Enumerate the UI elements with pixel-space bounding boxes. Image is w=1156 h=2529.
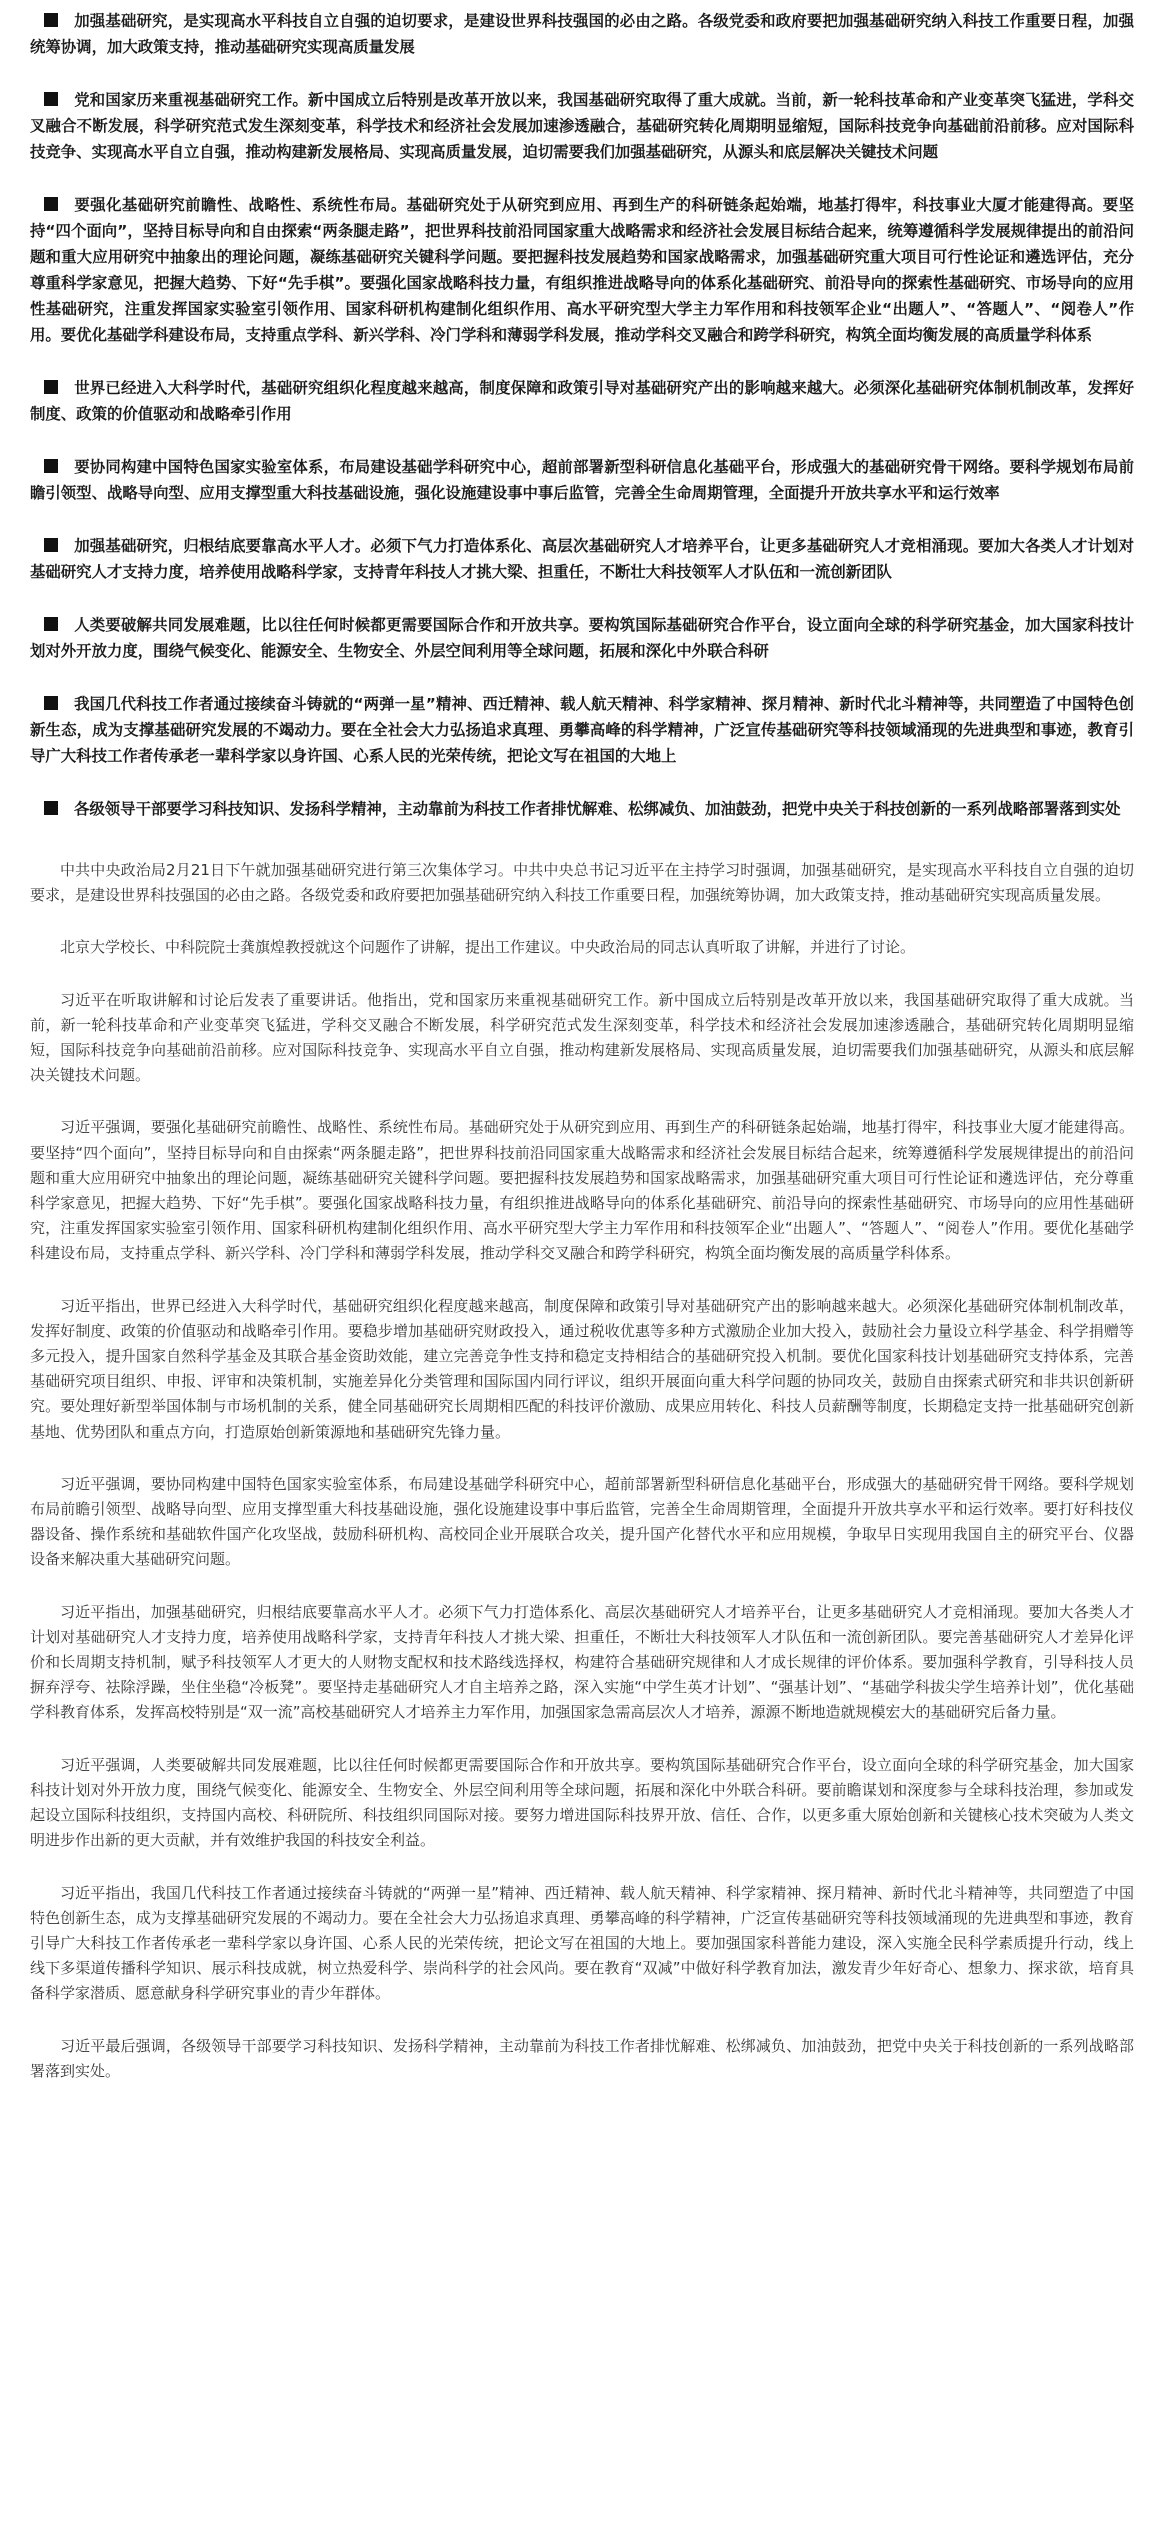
square-bullet-icon — [44, 538, 58, 552]
summary-text: 加强基础研究，是实现高水平科技自立自强的迫切要求，是建设世界科技强国的必由之路。各级党委和政府要把加强基础研究纳入科技工作重要日程，加强统筹协调，加大政策支持，推动基础研究实现高质量发展 — [30, 12, 1134, 56]
summary-item — [30, 192, 1134, 348]
summary-item — [30, 8, 1134, 60]
key-points-summary — [30, 8, 1134, 822]
article-paragraph: 北京大学校长、中科院院士龚旗煌教授就这个问题作了讲解，提出工作建议。中央政治局的同志认真听取了讲解，并进行了讨论。 — [60, 938, 916, 957]
summary-text: 加强基础研究，归根结底要靠高水平人才。必须下气力打造体系化、高层次基础研究人才培养平台，让更多基础研究人才竞相涌现。要加大各类人才计划对基础研究人才支持力度，培养使用战略科学家，支持青年科技人才挑大梁、担重任，不断壮大科技领军人才队伍和一流创新团队 — [30, 537, 1134, 581]
article-paragraph: 习近平指出，加强基础研究，归根结底要靠高水平人才。必须下气力打造体系化、高层次基础研究人才培养平台，让更多基础研究人才竞相涌现。要加大各类人才计划对基础研究人才支持力度，培养使用战略科学家，支持青年科技人才挑大梁、担重任，不断壮大科技领军人才队伍和一流创新团队。要完善基础研究人才差异化评价和长周期支持机制，赋予科技领军人才更大的人财物支配权和技术路线选择权，构建符合基础研究规律和人才成长规律的评价体系。要加强科学教育，引导科技人员摒弃浮夸、祛除浮躁，坐住坐稳“冷板凳”。要坚持走基础研究人才自主培养之路，深入实施“中学生英才计划”、“强基计划”、“基础学科拔尖学生培养计划”，优化基础学科教育体系，发挥高校特别是“双一流”高校基础研究人才培养主力军作用，加强国家急需高层次人才培养，源源不断地造就规模宏大的基础研究后备力量。 — [30, 1602, 1134, 1722]
article-body — [30, 858, 1134, 2084]
summary-item — [30, 612, 1134, 664]
article-paragraph: 习近平在听取讲解和讨论后发表了重要讲话。他指出，党和国家历来重视基础研究工作。新中国成立后特别是改革开放以来，我国基础研究取得了重大成就。当前，新一轮科技革命和产业变革突飞猛进，学科交叉融合不断发展，科学研究范式发生深刻变革，科学技术和经济社会发展加速渗透融合，基础研究转化周期明显缩短，国际科技竞争向基础前沿前移。应对国际科技竞争、实现高水平自立自强，推动构建新发展格局、实现高质量发展，迫切需要我们加强基础研究，从源头和底层解决关键技术问题。 — [30, 990, 1134, 1085]
square-bullet-icon — [44, 380, 58, 394]
summary-item — [30, 533, 1134, 585]
article-paragraph: 习近平强调，人类要破解共同发展难题，比以往任何时候都更需要国际合作和开放共享。要构筑国际基础研究合作平台，设立面向全球的科学研究基金，加大国家科技计划对外开放力度，围绕气候变化、能源安全、生物安全、外层空间利用等全球问题，拓展和深化中外联合科研。要前瞻谋划和深度参与全球科技治理，参加或发起设立国际科技组织，支持国内高校、科研院所、科技组织同国际对接。要努力增进国际科技界开放、信任、合作，以更多重大原始创新和关键核心技术突破为人类文明进步作出新的更大贡献，并有效维护我国的科技安全利益。 — [30, 1755, 1134, 1850]
square-bullet-icon — [44, 197, 58, 211]
article-paragraph: 习近平强调，要强化基础研究前瞻性、战略性、系统性布局。基础研究处于从研究到应用、再到生产的科研链条起始端，地基打得牢，科技事业大厦才能建得高。要坚持“四个面向”，坚持目标导向和自由探索“两条腿走路”，把世界科技前沿同国家重大战略需求和经济社会发展目标结合起来，统筹遵循科学发展规律提出的前沿问题和重大应用研究中抽象出的理论问题，凝练基础研究关键科学问题。要把握科技发展趋势和国家战略需求，加强基础研究重大项目可行性论证和遴选评估，充分尊重科学家意见，把握大趋势、下好“先手棋”。要强化国家战略科技力量，有组织推进战略导向的体系化基础研究、前沿导向的探索性基础研究、市场导向的应用性基础研究，注重发挥国家实验室引领作用、国家科研机构建制化组织作用、高水平研究型大学主力军作用和科技领军企业“出题人”、“答题人”、“阅卷人”作用。要优化基础学科建设布局，支持重点学科、新兴学科、冷门学科和薄弱学科发展，推动学科交叉融合和跨学科研究，构筑全面均衡发展的高质量学科体系。 — [30, 1118, 1134, 1263]
summary-text: 要强化基础研究前瞻性、战略性、系统性布局。基础研究处于从研究到应用、再到生产的科研链条起始端，地基打得牢，科技事业大厦才能建得高。要坚持“四个面向”，坚持目标导向和自由探索“两条腿走路”，把世界科技前沿同国家重大战略需求和经济社会发展目标结合起来，统筹遵循科学发展规律提出的前沿问题和重大应用研究中抽象出的理论问题，凝练基础研究关键科学问题。要把握科技发展趋势和国家战略需求，加强基础研究重大项目可行性论证和遴选评估，充分尊重科学家意见，把握大趋势、下好“先手棋”。要强化国家战略科技力量，有组织推进战略导向的体系化基础研究、前沿导向的探索性基础研究、市场导向的应用性基础研究，注重发挥国家实验室引领作用、国家科研机构建制化组织作用、高水平研究型大学主力军作用和科技领军企业“出题人”、“答题人”、“阅卷人”作用。要优化基础学科建设布局，支持重点学科、新兴学科、冷门学科和薄弱学科发展，推动学科交叉融合和跨学科研究，构筑全面均衡发展的高质量学科体系 — [30, 196, 1134, 344]
summary-text: 各级领导干部要学习科技知识、发扬科学精神，主动靠前为科技工作者排忧解难、松绑减负、加油鼓劲，把党中央关于科技创新的一系列战略部署落到实处 — [74, 800, 1121, 818]
summary-text: 我国几代科技工作者通过接续奋斗铸就的“两弹一星”精神、西迁精神、载人航天精神、科学家精神、探月精神、新时代北斗精神等，共同塑造了中国特色创新生态，成为支撑基础研究发展的不竭动力。要在全社会大力弘扬追求真理、勇攀高峰的科学精神，广泛宣传基础研究等科技领域涌现的先进典型和事迹，教育引导广大科技工作者传承老一辈科学家以身许国、心系人民的光荣传统，把论文写在祖国的大地上 — [30, 695, 1134, 765]
square-bullet-icon — [44, 801, 58, 815]
summary-item — [30, 87, 1134, 165]
article-paragraph: 习近平指出，世界已经进入大科学时代，基础研究组织化程度越来越高，制度保障和政策引导对基础研究产出的影响越来越大。必须深化基础研究体制机制改革，发挥好制度、政策的价值驱动和战略牵引作用。要稳步增加基础研究财政投入，通过税收优惠等多种方式激励企业加大投入，鼓励社会力量设立科学基金、科学捐赠等多元投入，提升国家自然科学基金及其联合基金资助效能，建立完善竞争性支持和稳定支持相结合的基础研究投入机制。要优化国家科技计划基础研究支持体系，完善基础研究项目组织、申报、评审和决策机制，实施差异化分类管理和国际国内同行评议，组织开展面向重大科学问题的协同攻关，鼓励自由探索式研究和非共识创新研究。要处理好新型举国体制与市场机制的关系，健全同基础研究长周期相匹配的科技评价激励、成果应用转化、科技人员薪酬等制度，长期稳定支持一批基础研究创新基地、优势团队和重点方向，打造原始创新策源地和基础研究先锋力量。 — [30, 1296, 1134, 1441]
summary-text: 党和国家历来重视基础研究工作。新中国成立后特别是改革开放以来，我国基础研究取得了重大成就。当前，新一轮科技革命和产业变革突飞猛进，学科交叉融合不断发展，科学研究范式发生深刻变革，科学技术和经济社会发展加速渗透融合，基础研究转化周期明显缩短，国际科技竞争向基础前沿前移。应对国际科技竞争、实现高水平自立自强，推动构建新发展格局、实现高质量发展，迫切需要我们加强基础研究，从源头和底层解决关键技术问题 — [30, 91, 1134, 161]
square-bullet-icon — [44, 13, 58, 27]
article-paragraph: 习近平指出，我国几代科技工作者通过接续奋斗铸就的“两弹一星”精神、西迁精神、载人航天精神、科学家精神、探月精神、新时代北斗精神等，共同塑造了中国特色创新生态，成为支撑基础研究发展的不竭动力。要在全社会大力弘扬追求真理、勇攀高峰的科学精神，广泛宣传基础研究等科技领域涌现的先进典型和事迹，教育引导广大科技工作者传承老一辈科学家以身许国、心系人民的光荣传统，把论文写在祖国的大地上。要加强国家科普能力建设，深入实施全民科学素质提升行动，线上线下多渠道传播科学知识、展示科技成就，树立热爱科学、崇尚科学的社会风尚。要在教育“双减”中做好科学教育加法，激发青少年好奇心、想象力、探求欲，培育具备科学家潜质、愿意献身科学研究事业的青少年群体。 — [30, 1883, 1134, 2003]
article-paragraph: 习近平强调，要协同构建中国特色国家实验室体系，布局建设基础学科研究中心，超前部署新型科研信息化基础平台，形成强大的基础研究骨干网络。要科学规划布局前瞻引领型、战略导向型、应用支撑型重大科技基础设施，强化设施建设事中事后监管，完善全生命周期管理，全面提升开放共享水平和运行效率。要打好科技仪器设备、操作系统和基础软件国产化攻坚战，鼓励科研机构、高校同企业开展联合攻关，提升国产化替代水平和应用规模，争取早日实现用我国自主的研究平台、仪器设备来解决重大基础研究问题。 — [30, 1474, 1134, 1569]
summary-text: 要协同构建中国特色国家实验室体系，布局建设基础学科研究中心，超前部署新型科研信息化基础平台，形成强大的基础研究骨干网络。要科学规划布局前瞻引领型、战略导向型、应用支撑型重大科技基础设施，强化设施建设事中事后监管，完善全生命周期管理，全面提升开放共享水平和运行效率 — [30, 458, 1134, 502]
square-bullet-icon — [44, 459, 58, 473]
summary-item — [30, 796, 1134, 822]
article-paragraph: 中共中央政治局2月21日下午就加强基础研究进行第三次集体学习。中共中央总书记习近平在主持学习时强调，加强基础研究，是实现高水平科技自立自强的迫切要求，是建设世界科技强国的必由之路。各级党委和政府要把加强基础研究纳入科技工作重要日程，加强统筹协调，加大政策支持，推动基础研究实现高质量发展。 — [30, 861, 1134, 905]
square-bullet-icon — [44, 696, 58, 710]
summary-item — [30, 454, 1134, 506]
summary-item — [30, 691, 1134, 769]
article-paragraph: 习近平最后强调，各级领导干部要学习科技知识、发扬科学精神，主动靠前为科技工作者排忧解难、松绑减负、加油鼓劲，把党中央关于科技创新的一系列战略部署落到实处。 — [30, 2036, 1134, 2080]
summary-text: 世界已经进入大科学时代，基础研究组织化程度越来越高，制度保障和政策引导对基础研究产出的影响越来越大。必须深化基础研究体制机制改革，发挥好制度、政策的价值驱动和战略牵引作用 — [30, 379, 1134, 423]
summary-item — [30, 375, 1134, 427]
summary-text: 人类要破解共同发展难题，比以往任何时候都更需要国际合作和开放共享。要构筑国际基础研究合作平台，设立面向全球的科学研究基金，加大国家科技计划对外开放力度，围绕气候变化、能源安全、生物安全、外层空间利用等全球问题，拓展和深化中外联合科研 — [30, 616, 1134, 660]
square-bullet-icon — [44, 617, 58, 631]
square-bullet-icon — [44, 92, 58, 106]
